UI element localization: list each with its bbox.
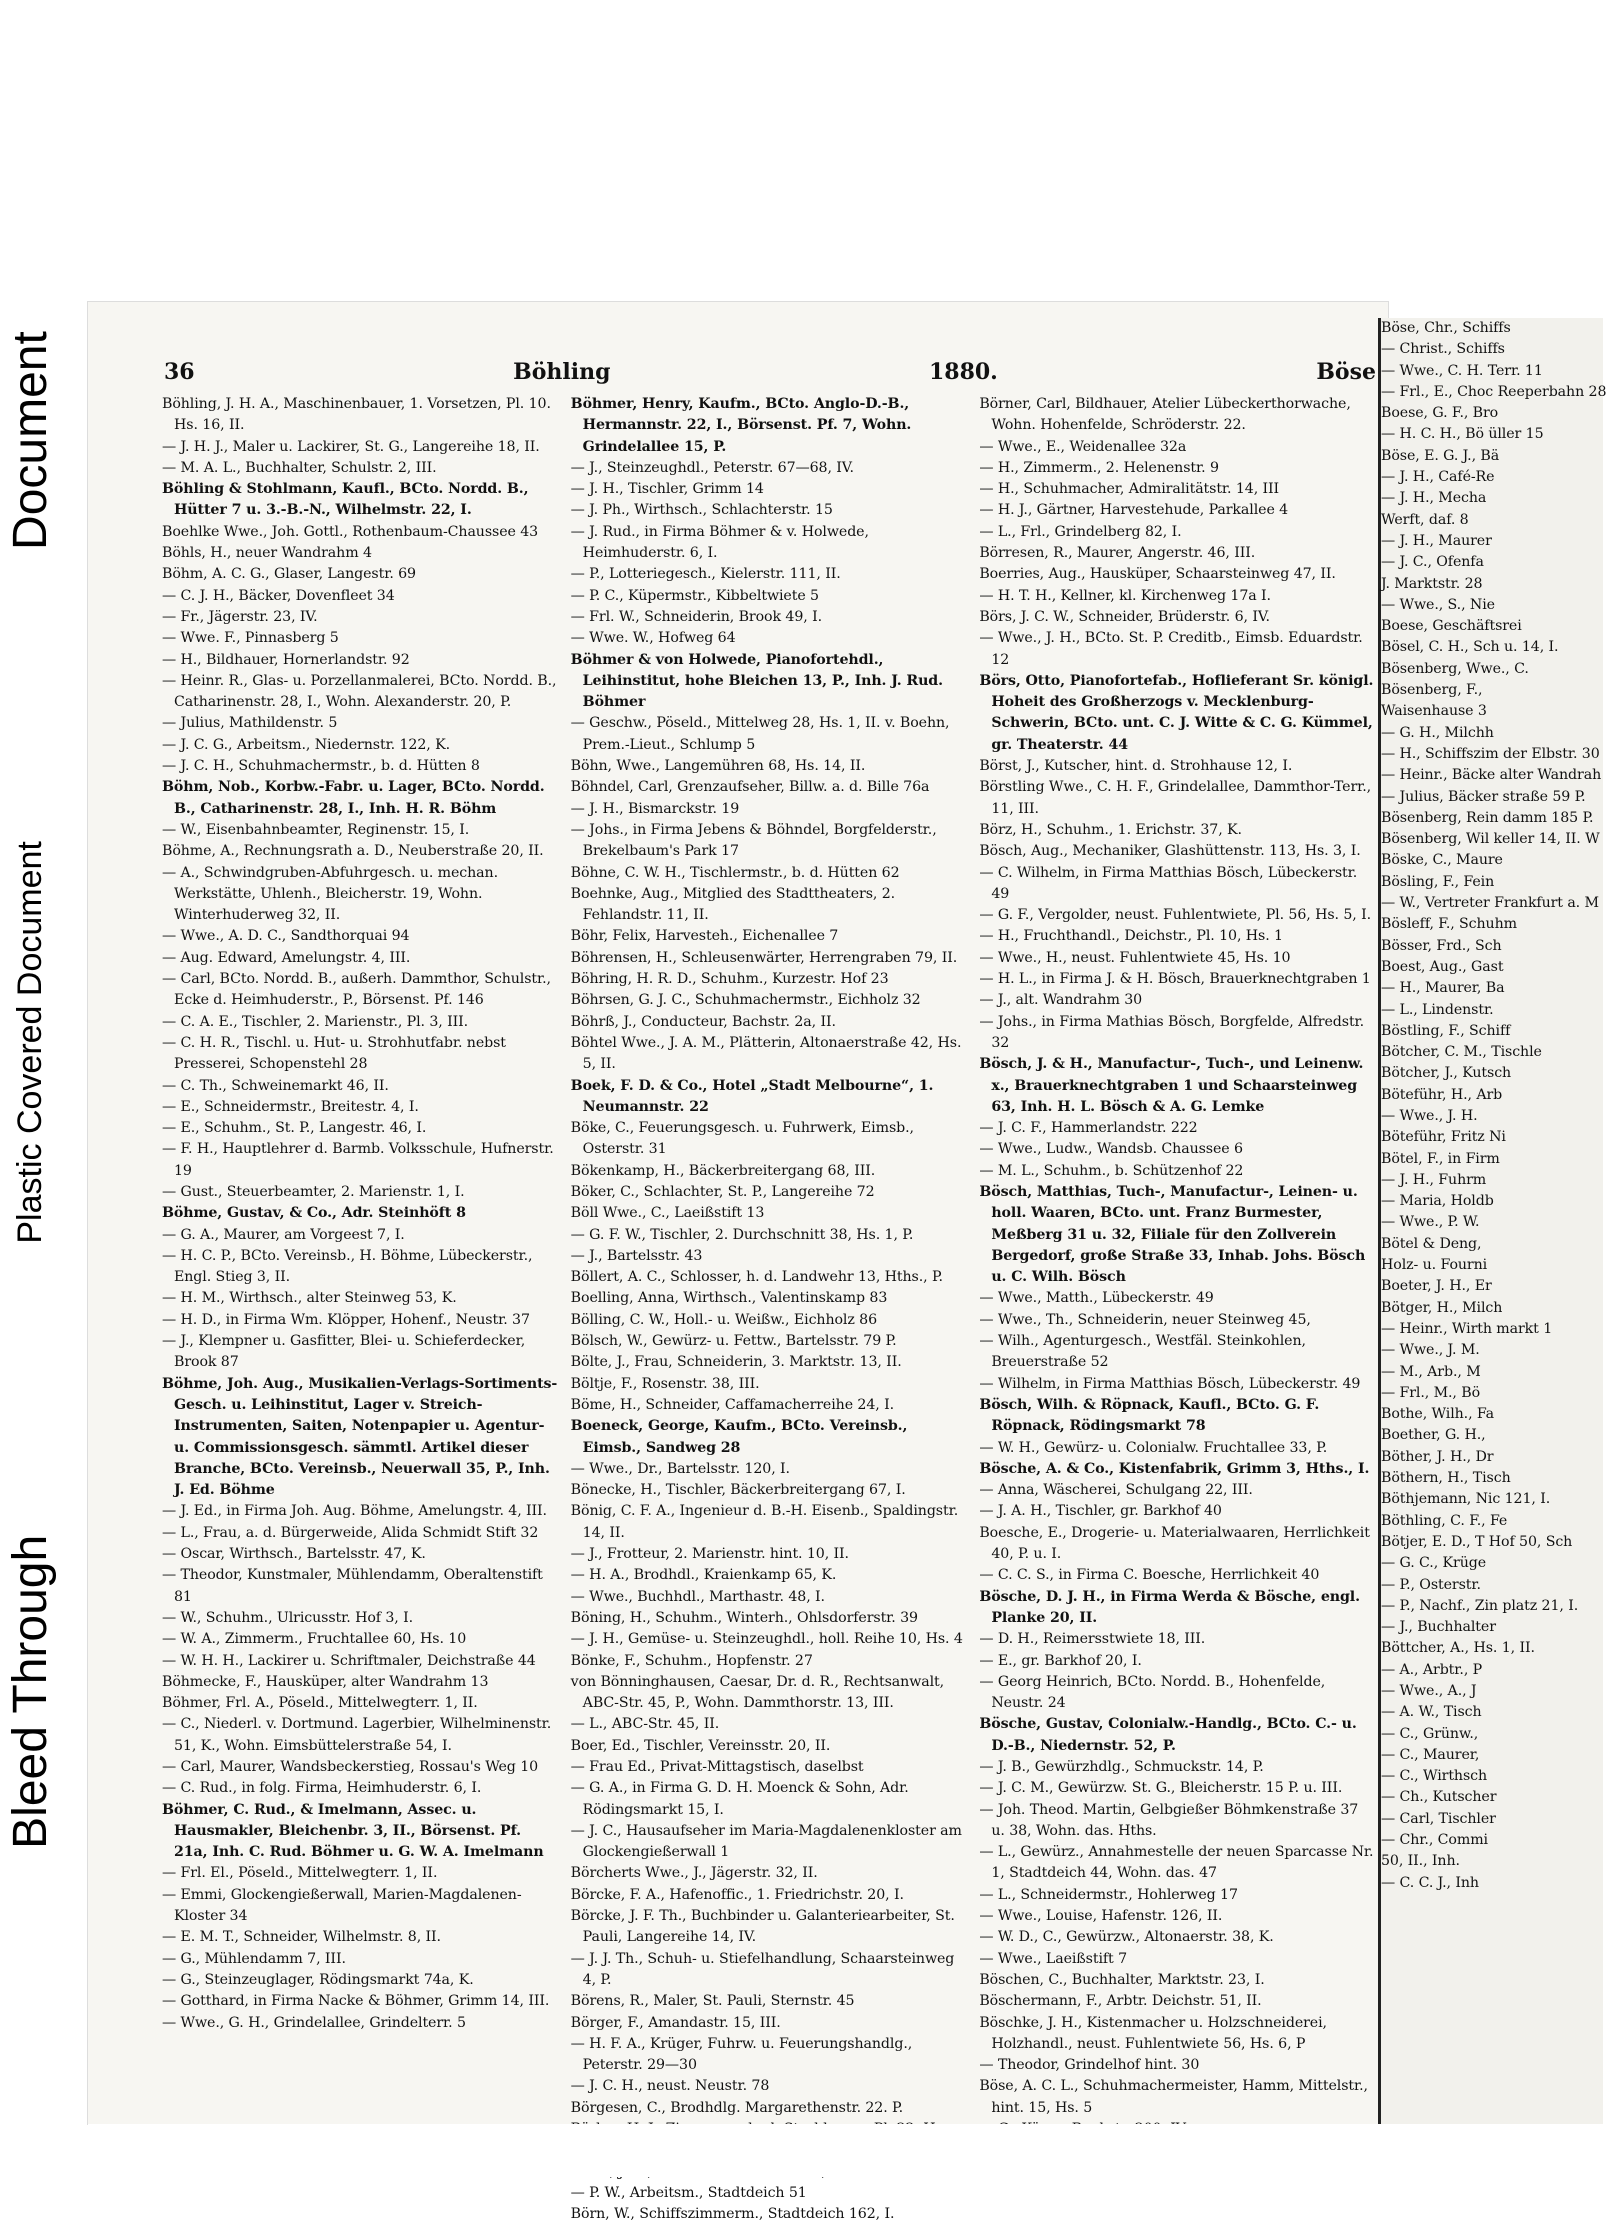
directory-entry: Werft, daf. 8 — [1381, 511, 1469, 528]
directory-entry: — W. H. H., Lackirer u. Schriftmaler, Deichstraße 44 — [162, 1652, 536, 1669]
directory-entry: Bösenberg, Wwe., C. — [1381, 660, 1529, 677]
directory-entry: — P. C., Küpermstr., Kibbeltwiete 5 — [570, 587, 819, 604]
directory-entry: — W. D., C., Gewürzw., Altonaerstr. 38, K. — [979, 1929, 1274, 1946]
directory-entry: — M. L., Schuhm., b. Schützenhof 22 — [979, 1162, 1244, 1179]
directory-entry: — J. C. H., Schuhmachermstr., b. d. Hütten 8 — [162, 758, 480, 775]
directory-entry: — H., Fruchthandl., Deichstr., Pl. 10, Hs. 1 — [979, 928, 1283, 945]
directory-entry: — G. A., Maurer, am Vorgeest 7, I. — [162, 1226, 405, 1243]
directory-entry: — H., Bildhauer, Hornerlandstr. 92 — [162, 651, 410, 668]
directory-entry: — Wwe. W., Hofweg 64 — [570, 630, 736, 647]
directory-entry: Bösch, J. & H., Manufactur-, Tuch-, und Leinenw. x., Brauerknechtgraben 1 und Schaarsteinweg 63, Inh. H. L. Bösch & A. G. Lemke — [979, 1056, 1364, 1115]
directory-entry: Bothe, Wilh., Fa — [1381, 1406, 1495, 1423]
directory-entry: Börcke, F. A., Hafenoffic., 1. Friedrichstr. 20, I. — [570, 1886, 904, 1903]
directory-entry: — Fr., Jägerstr. 23, IV. — [162, 608, 318, 625]
directory-entry: Bösenberg, Rein damm 185 P. — [1381, 809, 1594, 826]
column-1 — [162, 394, 559, 2109]
directory-entry: — Wwe., Th., Schneiderin, neuer Steinweg 45, — [979, 1311, 1311, 1328]
directory-entry: Bönecke, H., Tischler, Bäckerbreitergang 67, I. — [570, 1482, 906, 1499]
directory-entry: — Frl. W., Schneiderin, Brook 49, I. — [570, 608, 822, 625]
directory-entry: — J., Buchhalter — [1381, 1619, 1496, 1636]
directory-entry: — J., Frotteur, 2. Marienstr. hint. 10, II. — [570, 1546, 849, 1563]
directory-entry: Bölte, J., Frau, Schneiderin, 3. Marktstr. 13, II. — [570, 1354, 902, 1371]
directory-entry: — G. C., Krüge — [1381, 1555, 1487, 1572]
directory-entry: — J. H., Café-Re — [1381, 469, 1495, 486]
column-2 — [570, 394, 968, 2223]
directory-entry: — A., Schwindgruben-Abfuhrgesch. u. mechan. Werkstätte, Uhlenh., Bleicherstr. 19, Wohn. Winterhuderweg 32, II. — [162, 864, 498, 924]
directory-entry: — H. M., Wirthsch., alter Steinweg 53, K. — [162, 1290, 457, 1307]
next-page-column — [1381, 318, 1611, 1894]
directory-entry: Bölsch, W., Gewürz- u. Fettw., Bartelsstr. 79 P. — [570, 1333, 897, 1350]
directory-entry: — H., Schuhmacher, Admiralitätstr. 14, III — [979, 481, 1280, 498]
directory-entry: — Wwe., J. H. — [1381, 1107, 1478, 1124]
directory-entry: — H., Maurer, Ba — [1381, 980, 1505, 997]
directory-entry: Böllert, A. C., Schlosser, h. d. Landwehr 13, Hths., P. — [570, 1269, 943, 1286]
directory-entry: — Wwe., J. M. — [1381, 1342, 1480, 1359]
directory-entry: — J. Rud., in Firma Böhmer & v. Holwede, Heimhuderstr. 6, I. — [570, 523, 869, 562]
directory-entry: — Wwe., C. H. Terr. 11 — [1381, 362, 1543, 379]
year-heading: 1880. — [928, 359, 998, 385]
directory-entry: Bötcher, J., Kutsch — [1381, 1065, 1512, 1082]
directory-entry: — Carl, BCto. Nordd. B., außerh. Dammthor, Schulstr., Ecke d. Heimhuderstr., P., Börsenst. Pf. 146 — [162, 971, 551, 1009]
right-keyword: Böse — [1316, 359, 1376, 385]
directory-entry: Böhmer & von Holwede, Pianofortehdl., Leihinstitut, hohe Bleichen 13, P., Inh. J. Rud. Böhmer — [570, 651, 943, 711]
directory-entry: — Wwe., E., Weidenallee 32a — [979, 438, 1187, 455]
directory-entry: Boese, Geschäftsrei — [1381, 618, 1522, 635]
directory-entry: Bötger, H., Milch — [1381, 1299, 1503, 1316]
directory-entry: Böteführ, H., Arb — [1381, 1086, 1503, 1103]
directory-entry: Bötjer, E. D., T Hof 50, Sch — [1381, 1533, 1573, 1550]
directory-entry: Böther, J. H., Dr — [1381, 1448, 1494, 1465]
directory-entry: — Wwe., J. H., BCto. St. P. Creditb., Eimsb. Eduardstr. 12 — [979, 630, 1363, 668]
directory-entry: — J. Ph., Wirthsch., Schlachterstr. 15 — [570, 502, 833, 519]
directory-entry: — H. D., in Firma Wm. Klöpper, Hohenf., Neustr. 37 — [162, 1311, 530, 1328]
directory-entry: Holz- u. Fourni — [1381, 1257, 1488, 1274]
directory-entry: — H. C. P., BCto. Vereinsb., H. Böhme, Lübeckerstr., Engl. Stieg 3, II. — [162, 1247, 533, 1286]
directory-entry: Bösche, D. J. H., in Firma Werda & Bösche, engl. Planke 20, II. — [979, 1588, 1360, 1626]
directory-entry: — W. H., Gewürz- u. Colonialw. Fruchtallee 33, P. — [979, 1439, 1328, 1456]
directory-entry: — J., Bartelsstr. 43 — [570, 1247, 703, 1264]
directory-entry: Böhling, J. H. A., Maschinenbauer, 1. Vorsetzen, Pl. 10. Hs. 16, II. — [162, 396, 551, 434]
directory-entry: — Wwe., Matth., Lübeckerstr. 49 — [979, 1290, 1214, 1307]
directory-entry: Boether, G. H., — [1381, 1427, 1486, 1444]
directory-entry: Boerries, Aug., Hausküper, Schaarsteinweg 47, II. — [979, 566, 1336, 583]
directory-page — [88, 302, 1388, 2223]
directory-entry: Böse, Chr., Schiffs — [1381, 320, 1511, 336]
directory-entry: Börgesen, C., Brodhdlg. Margarethenstr. 22. P. — [570, 2099, 904, 2116]
directory-entry: — H. F. A., Krüger, Fuhrw. u. Feuerungshandlg., Peterstr. 29—30 — [570, 2035, 913, 2074]
directory-entry: — Wwe., Dr., Bartelsstr. 120, I. — [570, 1460, 790, 1477]
directory-entry: — W., Schuhm., Ulricusstr. Hof 3, I. — [162, 1609, 414, 1626]
directory-entry: — J. B., Gewürzhdlg., Schmuckstr. 14, P. — [979, 1759, 1264, 1775]
directory-entry: — J. C. F., Hammerlandstr. 222 — [979, 1120, 1198, 1137]
directory-entry: — Wwe., Laeißstift 7 — [979, 1950, 1127, 1967]
directory-entry: — Heinr., Wirth markt 1 — [1381, 1320, 1553, 1337]
directory-entry: — P., Nachf., Zin platz 21, I. — [1381, 1597, 1579, 1614]
directory-entry: — Wwe., Louise, Hafenstr. 126, II. — [979, 1908, 1223, 1925]
directory-entry: Böhrß, J., Conducteur, Bachstr. 2a, II. — [570, 1013, 836, 1030]
directory-entry: — Wwe., Ludw., Wandsb. Chaussee 6 — [979, 1141, 1243, 1158]
directory-entry: — A., Arbtr., P — [1381, 1661, 1483, 1678]
directory-entry: Börcherts Wwe., J., Jägerstr. 32, II. — [570, 1865, 818, 1882]
directory-entry: — J., Klempner u. Gasfitter, Blei- u. Schieferdecker, Brook 87 — [162, 1333, 526, 1371]
directory-entry: Bösch, Matthias, Tuch-, Manufactur-, Leinen- u. holl. Waaren, BCto. unt. Franz Burmester, Meßberg 31 u. 32, Filiale für den Zollverein Bergedorf, große Straße 33, Inhab. Johs. Bösch u. C. Wilh. Bösch — [979, 1183, 1366, 1286]
directory-entry: Böhring, H. R. D., Schuhm., Kurzestr. Hof 23 — [570, 971, 889, 988]
directory-entry: — C. Th., Schweinemarkt 46, II. — [162, 1077, 389, 1094]
directory-entry: Böhmer, Frl. A., Pöseld., Mittelwegterr. 1, II. — [162, 1695, 478, 1712]
directory-entry: — J., Steinzeughdl., Peterstr. 67—68, IV. — [570, 459, 854, 476]
directory-entry: Böhne, C. W. H., Tischlermstr., b. d. Hütten 62 — [570, 864, 900, 881]
column-3 — [979, 394, 1376, 2116]
directory-entry: Böltje, F., Rosenstr. 38, III. — [570, 1375, 760, 1392]
directory-entry: Börstling Wwe., C. H. F., Grindelallee, Dammthor-Terr., 11, III. — [979, 779, 1372, 817]
directory-entry: — Joh. Theod. Martin, Gelbgießer Böhmkenstraße 37 u. 38, Wohn. das. Hths. — [979, 1801, 1359, 1839]
directory-entry: — H. J., Gärtner, Harvestehude, Parkallee 4 — [979, 502, 1289, 519]
directory-entry: Bötel & Deng, — [1381, 1235, 1482, 1252]
directory-entry: — C., Wirthsch — [1381, 1768, 1488, 1785]
directory-entry: J. Marktstr. 28 — [1381, 575, 1483, 592]
directory-entry: Böske, C., Maure — [1381, 852, 1503, 869]
directory-entry: Bösenberg, Wil keller 14, II. W — [1381, 831, 1600, 848]
directory-entry: Böker, C., Schlachter, St. P., Langereihe 72 — [570, 1183, 875, 1200]
directory-entry: — C. C. S., in Firma C. Boesche, Herrlichkeit 40 — [979, 1567, 1320, 1584]
directory-entry: Bösel, C. H., Sch u. 14, I. — [1381, 639, 1559, 656]
directory-entry: — C., Grünw., — [1381, 1725, 1479, 1742]
directory-entry: — E., Schneidermstr., Breitestr. 4, I. — [162, 1098, 419, 1115]
directory-entry: — Heinr. R., Glas- u. Porzellanmalerei, BCto. Nordd. B., Catharinenstr. 28, I., Wohn. Alexanderstr. 20, P. — [162, 672, 557, 711]
directory-entry: — Ch., Kutscher — [1381, 1789, 1497, 1806]
directory-entry: Böthjemann, Nic 121, I. — [1381, 1491, 1551, 1508]
directory-entry: — J. H., Fuhrm — [1381, 1171, 1487, 1188]
directory-entry: — A. W., Tisch — [1381, 1704, 1482, 1721]
directory-entry: Böthern, H., Tisch — [1381, 1470, 1511, 1487]
directory-entry: — Wwe., A., J — [1381, 1683, 1477, 1699]
directory-entry: — M. A. L., Buchhalter, Schulstr. 2, III. — [162, 459, 437, 476]
directory-entry: — C. Wilhelm, in Firma Matthias Bösch, Lübeckerstr. 49 — [979, 864, 1358, 902]
directory-entry: — C. C. J., Inh — [1381, 1874, 1479, 1891]
directory-entry: — G. F. W., Tischler, 2. Durchschnitt 38, Hs. 1, P. — [570, 1226, 914, 1243]
directory-entry: — C. A. E., Tischler, 2. Marienstr., Pl. 3, III. — [162, 1013, 469, 1030]
directory-entry: — P., Osterstr. — [1381, 1576, 1481, 1593]
directory-entry: Böteführ, Fritz Ni — [1381, 1129, 1506, 1146]
directory-entry: — P., Lotteriegesch., Kielerstr. 111, II. — [570, 566, 841, 583]
directory-entry: — Wilhelm, in Firma Matthias Bösch, Lübeckerstr. 49 — [979, 1375, 1361, 1392]
directory-entry: — G. A., in Firma G. D. H. Moenck & Sohn, Adr. Rödingsmarkt 15, I. — [570, 1780, 909, 1818]
directory-entry: — E., gr. Barkhof 20, I. — [979, 1652, 1142, 1669]
directory-entry: — Wwe., G. H., Grindelallee, Grindelterr. 5 — [162, 2014, 466, 2031]
directory-entry: — Theodor, Grindelhof hint. 30 — [979, 2057, 1200, 2074]
directory-entry: Böhm, A. C. G., Glaser, Langestr. 69 — [162, 566, 416, 583]
directory-entry: Böning, H., Schuhm., Winterh., Ohlsdorferstr. 39 — [570, 1609, 918, 1626]
directory-entry: — Carl, Maurer, Wandsbeckerstieg, Rossau's Weg 10 — [162, 1759, 539, 1775]
directory-entry: — Anna, Wäscherei, Schulgang 22, III. — [979, 1482, 1253, 1499]
directory-entry: Boehlke Wwe., Joh. Gottl., Rothenbaum-Chaussee 43 — [162, 523, 539, 540]
directory-entry: Bönke, F., Schuhm., Hopfenstr. 27 — [570, 1652, 813, 1669]
directory-entry: Bösch, Aug., Mechaniker, Glashüttenstr. 113, Hs. 3, I. — [979, 843, 1361, 860]
directory-entry: — F. H., Hauptlehrer d. Barmb. Volksschule, Hufnerstr. 19 — [162, 1141, 554, 1179]
directory-entry: Boeter, J. H., Er — [1381, 1278, 1492, 1295]
directory-entry: — E. M. T., Schneider, Wilhelmstr. 8, II. — [162, 1929, 441, 1946]
directory-entry: — W., Vertreter Frankfurt a. M — [1381, 895, 1599, 912]
directory-entry: — Heinr., Bäcke alter Wandrah — [1381, 767, 1602, 784]
directory-entry: Boese, G. F., Bro — [1381, 405, 1499, 422]
entry-columns — [162, 394, 1376, 2223]
directory-entry: — W., Eisenbahnbeamter, Reginenstr. 15, I. — [162, 821, 470, 838]
directory-entry: Bösch, Wilh. & Röpnack, Kaufl., BCto. G. F. Röpnack, Rödingsmarkt 78 — [979, 1396, 1320, 1435]
directory-entry: — J. Ed., in Firma Joh. Aug. Böhme, Amelungstr. 4, III. — [162, 1503, 547, 1520]
directory-entry: Bösche, A. & Co., Kistenfabrik, Grimm 3, Hths., I. — [979, 1460, 1370, 1477]
directory-entry: Böstling, F., Schiff — [1381, 1022, 1511, 1039]
directory-entry: — J. H., Mecha — [1381, 490, 1487, 507]
directory-entry: Bökenkamp, H., Bäckerbreitergang 68, III. — [570, 1162, 876, 1179]
directory-entry: — J. A. H., Tischler, gr. Barkhof 40 — [979, 1503, 1222, 1520]
next-page-edge — [1378, 318, 1607, 2124]
directory-entry: — J. H., Gemüse- u. Steinzeughdl., holl. Reihe 10, Hs. 4 — [570, 1631, 963, 1648]
directory-entry: — C. H. R., Tischl. u. Hut- u. Strohhutfabr. nebst Presserei, Schopenstehl 28 — [162, 1034, 506, 1073]
directory-entry: Böhmecke, F., Hausküper, alter Wandrahm 13 — [162, 1673, 489, 1690]
directory-entry: — H. A., Brodhdl., Kraienkamp 65, K. — [570, 1567, 837, 1584]
directory-entry: Börn, W., Schiffszimmerm., Stadtdeich 162, I. — [570, 2206, 895, 2223]
directory-entry: Böhling & Stohlmann, Kaufl., BCto. Nordd. B., Hütter 7 u. 3.-B.-N., Wilhelmstr. 22, I. — [162, 481, 529, 519]
directory-entry: Bönig, C. F. A., Ingenieur d. B.-H. Eisenb., Spaldingstr. 14, II. — [570, 1503, 959, 1541]
directory-entry: — L., Frl., Grindelberg 82, I. — [979, 523, 1182, 540]
directory-entry: — G., Mühlendamm 7, III. — [162, 1950, 346, 1967]
side-label-document: Document — [3, 331, 57, 550]
directory-entry: — G., Steinzeuglager, Rödingsmarkt 74a, K. — [162, 1971, 474, 1988]
directory-entry: Böttcher, A., Hs. 1, II. — [1381, 1640, 1535, 1657]
directory-entry: — Wwe., A. D. C., Sandthorquai 94 — [162, 928, 410, 945]
directory-entry: Boer, Ed., Tischler, Vereinsstr. 20, II. — [570, 1737, 831, 1754]
directory-entry: — M., Arb., M — [1381, 1363, 1481, 1380]
directory-entry: — Frl., E., Choc Reeperbahn 28 — [1381, 383, 1607, 400]
directory-entry: — H. C. H., Bö üller 15 — [1381, 426, 1544, 443]
directory-entry: — E., Schuhm., St. P., Langestr. 46, I. — [162, 1120, 427, 1137]
directory-entry: Börens, R., Maler, St. Pauli, Sternstr. 45 — [570, 1993, 855, 2010]
directory-entry: — Frl., M., Bö — [1381, 1384, 1481, 1401]
directory-entry: Bötcher, C. M., Tischle — [1381, 1044, 1542, 1061]
directory-entry: Böhr, Felix, Harvesteh., Eichenallee 7 — [570, 928, 839, 945]
directory-entry: — Gotthard, in Firma Nacke & Böhmer, Grimm 14, III. — [162, 1993, 550, 2010]
directory-entry: — G. F., Vergolder, neust. Fuhlentwiete, Pl. 56, Hs. 5, I. — [979, 907, 1372, 924]
directory-entry: Bötel, F., in Firm — [1381, 1150, 1500, 1167]
directory-entry: Bösleff, F., Schuhm — [1381, 916, 1517, 933]
directory-entry: — Geschw., Pöseld., Mittelweg 28, Hs. 1, II. v. Boehn, Prem.-Lieut., Schlump 5 — [570, 715, 950, 753]
directory-entry: — L., Frau, a. d. Bürgerweide, Alida Schmidt Stift 32 — [162, 1524, 539, 1541]
directory-entry: — Carl, Tischler — [1381, 1810, 1496, 1827]
directory-entry: — C. Rud., in folg. Firma, Heimhuderstr. 6, I. — [162, 1780, 482, 1797]
directory-entry: Böse, E. G. J., Bä — [1381, 447, 1500, 464]
directory-entry: Börst, J., Kutscher, hint. d. Strohhause 12, I. — [979, 758, 1293, 775]
directory-entry: — J. C. H., neust. Neustr. 78 — [570, 2078, 770, 2095]
directory-entry: Böll Wwe., C., Laeißstift 13 — [570, 1205, 765, 1222]
directory-entry: Böhn, Wwe., Langemühren 68, Hs. 14, II. — [570, 758, 866, 775]
page-header — [164, 354, 1376, 390]
directory-entry: — J. C., Ofenfa — [1381, 554, 1484, 571]
directory-entry: Bösche, Gustav, Colonialw.-Handlg., BCto. C.- u. D.-B., Niedernstr. 52, P. — [979, 1716, 1357, 1754]
directory-entry: Böke, C., Feuerungsgesch. u. Fuhrwerk, Eimsb., Osterstr. 31 — [570, 1120, 914, 1158]
directory-entry: Boest, Aug., Gast — [1381, 958, 1504, 975]
directory-entry: — Wwe. F., Pinnasberg 5 — [162, 630, 339, 647]
directory-entry: Boek, F. D. & Co., Hotel „Stadt Melbourne“, 1. Neumannstr. 22 — [570, 1077, 934, 1115]
directory-entry: Börcke, J. F. Th., Buchbinder u. Galanteriearbeiter, St. Pauli, Langereihe 14, IV. — [570, 1908, 955, 1946]
directory-entry: Böhrensen, H., Schleusenwärter, Herrengraben 79, II. — [570, 949, 958, 966]
directory-entry: — H. L., in Firma J. & H. Bösch, Brauerknechtgraben 1 — [979, 971, 1371, 988]
directory-entry: Böschermann, F., Arbtr. Deichstr. 51, II. — [979, 1993, 1262, 2010]
directory-entry: Böhls, H., neuer Wandrahm 4 — [162, 545, 372, 562]
directory-entry: — Frau Ed., Privat-Mittagstisch, daselbst — [570, 1759, 864, 1775]
directory-entry: Bösser, Frd., Sch — [1381, 937, 1502, 954]
directory-entry: — H., Zimmerm., 2. Helenenstr. 9 — [979, 459, 1219, 476]
directory-entry: — W. A., Zimmerm., Fruchtallee 60, Hs. 10 — [162, 1631, 467, 1648]
directory-entry: — L., ABC-Str. 45, II. — [570, 1716, 720, 1733]
directory-entry: — P. W., Arbeitsm., Stadtdeich 51 — [570, 2184, 807, 2201]
directory-entry: — C. J. H., Bäcker, Dovenfleet 34 — [162, 587, 395, 604]
page-number: 36 — [164, 359, 195, 385]
directory-entry: Böschke, J. H., Kistenmacher u. Holzschneiderei, Holzhandl., neust. Fuhlentwiete 56, Hs. 6, P — [979, 2014, 1327, 2052]
directory-entry: — J. H., Maurer — [1381, 532, 1492, 549]
bottom-margin — [88, 2124, 1600, 2177]
directory-entry: Börger, F., Amandastr. 15, III. — [570, 2014, 781, 2031]
side-label-bleed-through: Bleed Through — [3, 1534, 57, 1849]
directory-entry: Böhme, Gustav, & Co., Adr. Steinhöft 8 — [162, 1205, 466, 1222]
side-label-plastic-covered: Plastic Covered Document — [10, 841, 49, 1244]
directory-entry: Böhndel, Carl, Grenzaufseher, Billw. a. d. Bille 76a — [570, 779, 930, 796]
directory-entry: — J. H., Bismarckstr. 19 — [570, 800, 740, 817]
directory-entry: — G. H., Milchh — [1381, 724, 1494, 741]
directory-entry: — C., Niederl. v. Dortmund. Lagerbier, Wilhelminenstr. 51, K., Wohn. Eimsbüttelerstraße 54, I. — [162, 1716, 552, 1754]
directory-entry: — Oscar, Wirthsch., Bartelsstr. 47, K. — [162, 1546, 426, 1563]
directory-entry: Böthling, C. F., Fe — [1381, 1512, 1508, 1529]
directory-entry: Boeneck, George, Kaufm., BCto. Vereinsb., Eimsb., Sandweg 28 — [570, 1418, 908, 1456]
directory-entry: — J. C. M., Gewürzw. St. G., Bleicherstr. 15 P. u. III. — [979, 1780, 1343, 1797]
directory-entry: — Christ., Schiffs — [1381, 341, 1505, 358]
directory-entry: — Johs., in Firma Jebens & Böhndel, Borgfelderstr., Brekelbaum's Park 17 — [570, 821, 937, 860]
directory-entry: Böse, A. C. L., Schuhmachermeister, Hamm, Mittelstr., hint. 15, Hs. 5 — [979, 2078, 1368, 2116]
side-label-group — [0, 40, 60, 2140]
directory-entry: — J. J. Th., Schuh- u. Stiefelhandlung, Schaarsteinweg 4, P. — [570, 1950, 955, 1988]
directory-entry: Börs, J. C. W., Schneider, Brüderstr. 6, IV. — [979, 608, 1270, 625]
directory-entry: 50, II., Inh. — [1381, 1853, 1460, 1870]
directory-entry: — Johs., in Firma Mathias Bösch, Borgfelde, Alfredstr. 32 — [979, 1013, 1365, 1051]
directory-entry: von Bönninghausen, Caesar, Dr. d. R., Rechtsanwalt, ABC-Str. 45, P., Wohn. Dammthorstr. 13, III. — [570, 1673, 945, 1712]
directory-entry: — Frl. El., Pöseld., Mittelwegterr. 1, II. — [162, 1865, 438, 1882]
directory-entry: Böhmer, C. Rud., & Imelmann, Assec. u. Hausmakler, Bleichenbr. 3, II., Börsenst. Pf. 21a, Inh. C. Rud. Böhmer u. G. W. A. Imelmann — [162, 1801, 544, 1861]
directory-entry: — L., Gewürz., Annahmestelle der neuen Sparcasse Nr. 1, Stadtdeich 44, Wohn. das. 47 — [979, 1844, 1374, 1882]
directory-entry: Boehnke, Aug., Mitglied des Stadttheaters, 2. Fehlandstr. 11, II. — [570, 885, 896, 924]
directory-entry: — J. H., Tischler, Grimm 14 — [570, 481, 764, 498]
directory-entry: — Julius, Mathildenstr. 5 — [162, 715, 338, 732]
directory-entry: Boelling, Anna, Wirthsch., Valentinskamp 83 — [570, 1290, 888, 1307]
directory-entry: Boesche, E., Drogerie- u. Materialwaaren, Herrlichkeit 40, P. u. I. — [979, 1524, 1370, 1563]
directory-entry: Böschen, C., Buchhalter, Marktstr. 23, I. — [979, 1971, 1265, 1988]
directory-entry: Bösenberg, F., — [1381, 682, 1483, 699]
directory-entry: — H. T. H., Kellner, kl. Kirchenweg 17a I. — [979, 587, 1271, 604]
directory-entry: — Georg Heinrich, BCto. Nordd. B., Hohenfelde, Neustr. 24 — [979, 1673, 1326, 1712]
directory-entry: Böhme, Joh. Aug., Musikalien-Verlags-Sortiments-Gesch. u. Leihinstitut, Lager v. Streich-Instrumenten, Saiten, Notenpapier u. Agentur- u. Commissionsgesch. sämmtl. Artikel dieser Branche, BCto. Vereinsb., Neuerwall 35, P., Inh. J. Ed. Böhme — [162, 1375, 558, 1499]
directory-entry: — Aug. Edward, Amelungstr. 4, III. — [162, 949, 411, 966]
directory-entry: — Wwe., H., neust. Fuhlentwiete 45, Hs. 10 — [979, 949, 1291, 966]
directory-entry: Böhmer, Henry, Kaufm., BCto. Anglo-D.-B., Hermannstr. 22, I., Börsenst. Pf. 7, Wohn. Grindelallee 15, P. — [570, 396, 912, 455]
directory-entry: — Theodor, Kunstmaler, Mühlendamm, Oberaltenstift 81 — [162, 1567, 543, 1605]
directory-entry: Böhme, A., Rechnungsrath a. D., Neuberstraße 20, II. — [162, 843, 544, 860]
directory-entry: — Wilh., Agenturgesch., Westfäl. Steinkohlen, Breuerstraße 52 — [979, 1333, 1306, 1371]
directory-entry: — H., Schiffszim der Elbstr. 30 — [1381, 745, 1600, 762]
directory-entry: Böme, H., Schneider, Caffamacherreihe 24, I. — [570, 1396, 894, 1413]
directory-entry: — Wwe., S., Nie — [1381, 596, 1495, 613]
directory-entry: — J. H. J., Maler u. Lackirer, St. G., Langereihe 18, II. — [162, 438, 540, 455]
directory-entry: Böhm, Nob., Korbw.-Fabr. u. Lager, BCto. Nordd. B., Catharinenstr. 28, I., Inh. H. R. Böhm — [162, 779, 545, 817]
directory-entry: — L., Lindenstr. — [1381, 1001, 1494, 1018]
directory-entry: Bölling, C. W., Holl.- u. Weißw., Eichholz 86 — [570, 1311, 878, 1328]
directory-entry: — Wwe., P. W. — [1381, 1214, 1480, 1231]
directory-entry: — Maria, Holdb — [1381, 1193, 1494, 1210]
directory-entry: — Emmi, Glockengießerwall, Marien-Magdalenen-Kloster 34 — [162, 1886, 522, 1925]
directory-entry: Börner, Carl, Bildhauer, Atelier Lübeckerthorwache, Wohn. Hohenfelde, Schröderstr. 22. — [979, 396, 1351, 434]
directory-entry: Börz, H., Schuhm., 1. Erichstr. 37, K. — [979, 821, 1242, 838]
directory-entry: Bösling, F., Fein — [1381, 873, 1495, 890]
directory-entry: — C., Maurer, — [1381, 1746, 1480, 1763]
directory-entry: — J. C. G., Arbeitsm., Niedernstr. 122, K. — [162, 736, 451, 753]
directory-entry: Börresen, R., Maurer, Angerstr. 46, III. — [979, 545, 1256, 562]
directory-entry: Böhrsen, G. J. C., Schuhmachermstr., Eichholz 32 — [570, 992, 921, 1009]
directory-entry: — L., Schneidermstr., Hohlerweg 17 — [979, 1886, 1238, 1903]
directory-entry: — Wwe., Buchhdl., Marthastr. 48, I. — [570, 1588, 825, 1605]
directory-entry: — Chr., Commi — [1381, 1832, 1488, 1849]
left-keyword: Böhling — [513, 359, 611, 385]
directory-entry: Waisenhause 3 — [1381, 703, 1487, 720]
directory-entry: Böhtel Wwe., J. A. M., Plätterin, Altonaerstraße 42, Hs. 5, II. — [570, 1034, 962, 1073]
directory-entry: — D. H., Reimersstwiete 18, III. — [979, 1631, 1206, 1648]
directory-entry: — J. C., Hausaufseher im Maria-Magdalenenkloster am Glockengießerwall 1 — [570, 1822, 962, 1861]
directory-entry: Börs, Otto, Pianofortefab., Hoflieferant Sr. königl. Hoheit des Großherzogs v. Mecklenburg-Schwerin, BCto. unt. C. J. Witte & C. G. Kümmel, gr. Theaterstr. 44 — [979, 672, 1374, 753]
directory-entry: — Gust., Steuerbeamter, 2. Marienstr. 1, I. — [162, 1183, 465, 1200]
directory-entry: — Julius, Bäcker straße 59 P. — [1381, 788, 1586, 805]
directory-entry: — J., alt. Wandrahm 30 — [979, 992, 1143, 1009]
side-label-strip — [0, 0, 60, 2177]
